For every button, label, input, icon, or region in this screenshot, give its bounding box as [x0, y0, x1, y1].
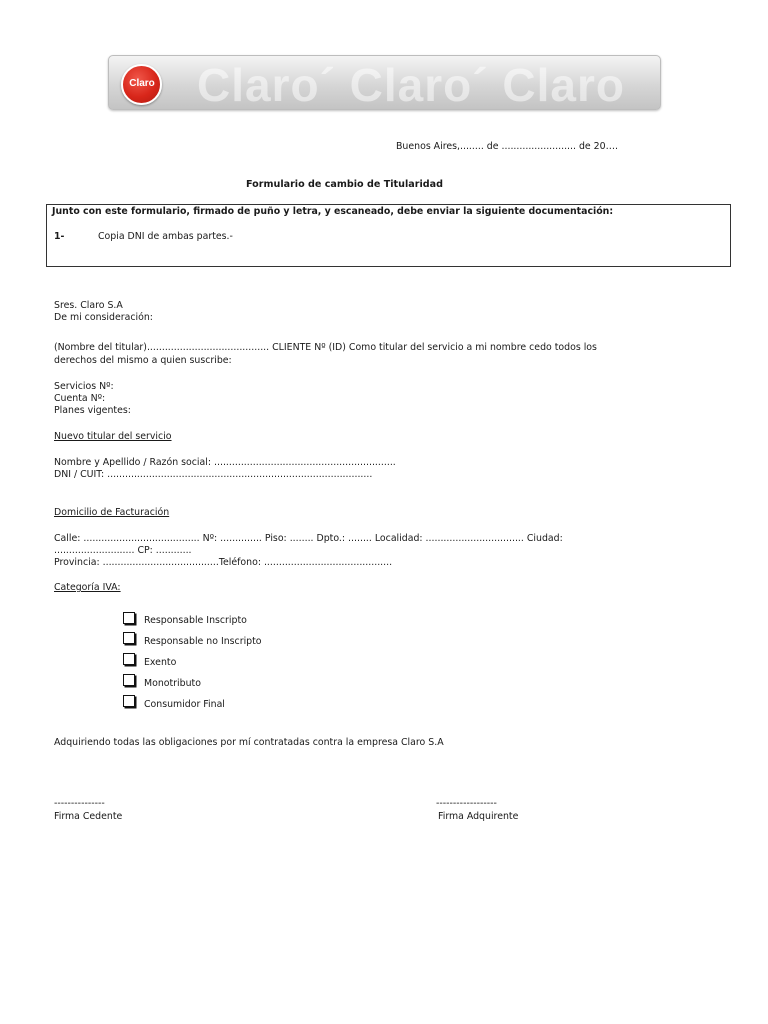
- banner-watermark: Claro´ Claro´ Claro: [197, 59, 625, 110]
- cuenta-field: Cuenta Nº:: [54, 393, 106, 404]
- billing-line2: ........................... CP: ............: [54, 545, 192, 556]
- page-title: Formulario de cambio de Titularidad: [246, 179, 443, 190]
- header-banner: [108, 55, 661, 110]
- signature-line-cedente: ---------------: [54, 798, 105, 809]
- dni-field-line: DNI / CUIT: .........................................................................................: [54, 469, 373, 480]
- instruction-item-number: 1-: [54, 231, 65, 242]
- addressee-line2: De mi consideración:: [54, 312, 153, 323]
- cession-line1: (Nombre del titular)......................................... CLIENTE Nº (ID) Como titular del servicio a mi nombre cedo todos los: [54, 342, 597, 353]
- instruction-item-text: Copia DNI de ambas partes.-: [98, 231, 233, 242]
- iva-option-label: Monotributo: [144, 678, 201, 689]
- iva-checkbox-responsable-no-inscripto[interactable]: [123, 632, 135, 644]
- billing-line3: Provincia: .......................................Teléfono: ...........................................: [54, 557, 393, 568]
- iva-option-label: Consumidor Final: [144, 699, 225, 710]
- billing-line1: Calle: ....................................... Nº: .............. Piso: ........ Dpto.: ........ Localidad: ................................. Ciudad:: [54, 533, 563, 544]
- iva-option-label: Responsable Inscripto: [144, 615, 247, 626]
- billing-heading: Domicilio de Facturación: [54, 507, 170, 518]
- signature-label-adquirente: Firma Adquirente: [438, 811, 519, 822]
- signature-label-cedente: Firma Cedente: [54, 811, 123, 822]
- name-field-line: Nombre y Apellido / Razón social: .............................................................: [54, 457, 396, 468]
- servicios-field: Servicios Nº:: [54, 381, 114, 392]
- date-line: Buenos Aires,........ de ......................... de 20….: [396, 141, 618, 152]
- claro-logo: [121, 64, 162, 105]
- instructions-box: [46, 204, 731, 267]
- instructions-heading: Junto con este formulario, firmado de puño y letra, y escaneado, debe enviar la siguiente documentación:: [52, 206, 614, 217]
- planes-field: Planes vigentes:: [54, 405, 131, 416]
- obligations-text: Adquiriendo todas las obligaciones por mí contratadas contra la empresa Claro S.A: [54, 737, 444, 748]
- iva-checkbox-monotributo[interactable]: [123, 674, 135, 686]
- iva-checkbox-consumidor-final[interactable]: [123, 695, 135, 707]
- cession-line2: derechos del mismo a quien suscribe:: [54, 355, 232, 366]
- iva-checkbox-exento[interactable]: [123, 653, 135, 665]
- addressee-line1: Sres. Claro S.A: [54, 300, 123, 311]
- logo-text: Claro: [129, 78, 155, 89]
- iva-option-label: Exento: [144, 657, 177, 668]
- iva-checkbox-responsable-inscripto[interactable]: [123, 612, 135, 624]
- iva-heading: Categoría IVA:: [54, 582, 121, 593]
- new-holder-heading: Nuevo titular del servicio: [54, 431, 172, 442]
- iva-option-label: Responsable no Inscripto: [144, 636, 262, 647]
- signature-line-adquirente: ------------------: [436, 798, 497, 809]
